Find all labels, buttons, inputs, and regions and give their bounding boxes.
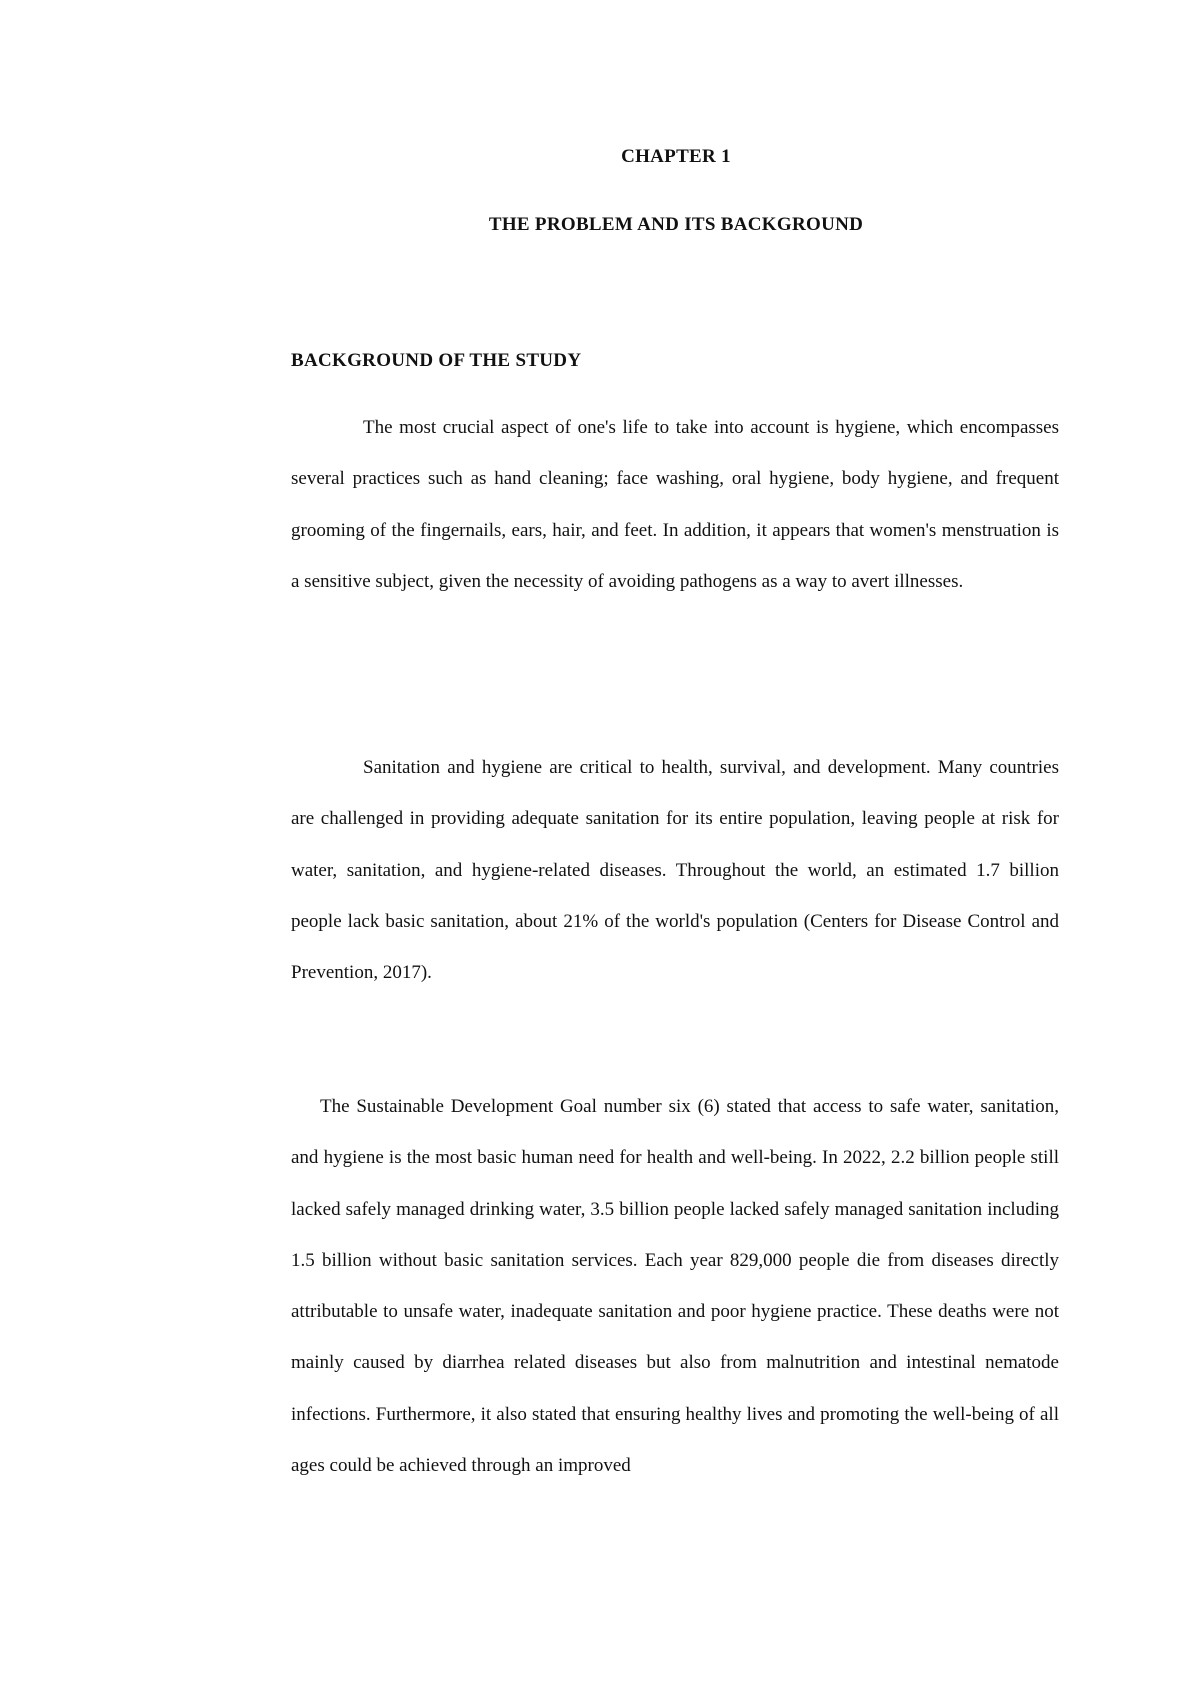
section-heading: BACKGROUND OF THE STUDY [291,350,582,371]
chapter-subtitle: THE PROBLEM AND ITS BACKGROUND [488,214,864,235]
paragraph-hygiene: The most crucial aspect of one's life to take into account is hygiene, which encompasses several practices such as hand cleaning; face washing, oral hygiene, body hygiene, and frequent grooming of the fingernails, ears, hair, and feet. In addition, it appears that women's menstruation is a sensitive subject, given the necessity of avoiding pathogens as a way to avert illnesses. [291,417,1059,592]
chapter-title: CHAPTER 1 [621,146,731,167]
paragraph-sdg-six: The Sustainable Development Goal number six (6) stated that access to safe water, sanitation, and hygiene is the most basic human need for health and well-being. In 2022, 2.2 billion people still lacked safely managed drinking water, 3.5 billion people lacked safely managed sanitation including 1.5 billion without basic sanitation services. Each year 829,000 people die from diseases directly attributable to unsafe water, inadequate sanitation and poor hygiene practice. These deaths were not mainly caused by diarrhea related diseases but also from malnutrition and intestinal nematode infections. Furthermore, it also stated that ensuring healthy lives and promoting the well-being of all ages could be achieved through an improved [291,1096,1059,1477]
paragraph-sanitation: Sanitation and hygiene are critical to health, survival, and development. Many countries are challenged in providing adequate sanitation for its entire population, leaving people at risk for water, sanitation, and hygiene-related diseases. Throughout the world, an estimated 1.7 billion people lack basic sanitation, about 21% of the world's population (Centers for Disease Control and Prevention, 2017). [291,757,1059,984]
